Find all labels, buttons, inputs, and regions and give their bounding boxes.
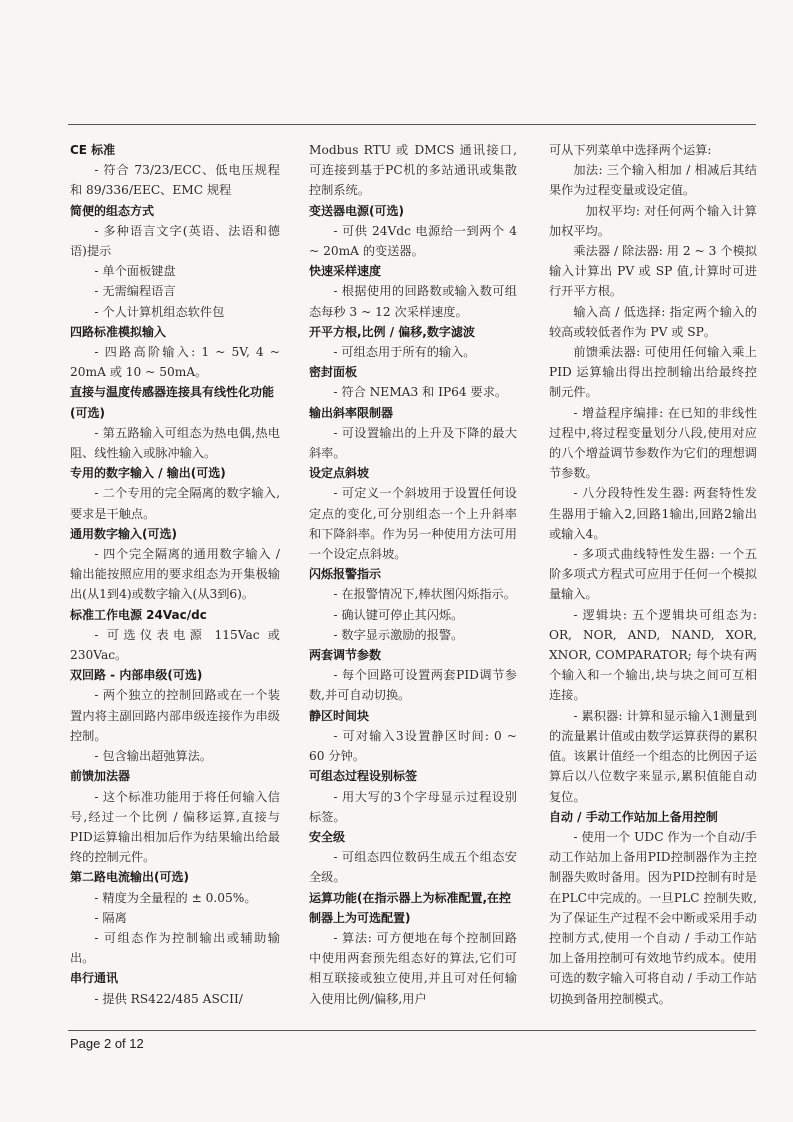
paragraph: 可从下列菜单中选择两个运算: <box>549 143 712 157</box>
paragraph: - 单个面板键盘 <box>94 264 176 279</box>
paragraph: 输入高 / 低选择: 指定两个输入的较高或较低者作为 PV 或 SP。 <box>549 304 757 339</box>
paragraph: 乘法器 / 除法器: 用 2 ~ 3 个模拟输入计算出 PV 或 SP 值,计算时可进行开平方根。 <box>549 244 757 299</box>
paragraph: - 提供 RS422/485 ASCII/ <box>94 991 243 1006</box>
paragraph: - 可组态用于所有的输入。 <box>333 345 476 360</box>
paragraph: - 四个完全隔离的通用数字输入 / 输出能按照应用的要求组态为开集极输出(从1到4)或数字输入(从3到6)。 <box>70 547 280 602</box>
paragraph: - 四路高阶输入: 1 ~ 5V, 4 ~ 20mA 或 10 ~ 50mA。 <box>70 345 280 380</box>
paragraph: - 在报警情况下,棒状图闪烁指示。 <box>333 587 516 602</box>
section-heading: 设定点斜坡 <box>309 466 370 481</box>
paragraph: - 这个标准功能用于将任何输入信号,经过一个比例 / 偏移运算,直接与PID运算输出相加后作为结果输出给最终的控制元件。 <box>70 789 280 865</box>
section-heading: 标准工作电源 24Vac/dc <box>70 607 207 622</box>
paragraph: - 使用一个 UDC 作为一个自动/手动工作站加上备用PID控制器作为主控制器失败时备用。因为PID控制有时是在PLC中完成的。一旦PLC 控制失败,为了保证生产过程不会中断或采用手动控制方式,使用一个自动 / 手动工作站加上备用控制可有效地节约成本。使用可选的数字输入可将自动 / 手动工作站切换到备用控制模式。 <box>549 829 757 1006</box>
paragraph: - 用大写的3个字母显示过程设别标签。 <box>309 789 517 824</box>
paragraph: - 每个回路可设置两套PID调节参数,并可自动切换。 <box>309 668 517 703</box>
paragraph: - 可组态四位数码生成五个组态安全级。 <box>309 850 517 885</box>
section-heading: 简便的组态方式 <box>70 203 155 218</box>
paragraph: - 精度为全量程的 ± 0.05%。 <box>94 890 257 905</box>
paragraph: - 多种语言文字(英语、法语和德语)提示 <box>70 223 280 259</box>
column-1 <box>70 140 280 1009</box>
paragraph: 加法: 三个输入相加 / 相减后其结果作为过程变量或设定值。 <box>549 163 757 198</box>
paragraph: - 无需编程语言 <box>94 284 176 299</box>
section-heading: 通用数字输入(可选) <box>70 526 177 541</box>
section-heading: 可组态过程设别标签 <box>309 769 418 784</box>
bottom-rule <box>68 1030 756 1031</box>
section-heading: 输出斜率限制器 <box>309 405 394 420</box>
paragraph: - 两个独立的控制回路或在一个装置内将主副回路内部串级连接作为串级控制。 <box>70 688 280 743</box>
section-heading: 双回路 - 内部串级(可选) <box>70 668 203 683</box>
paragraph: - 可对输入3设置静区时间: 0 ~ 60 分钟。 <box>309 728 517 764</box>
paragraph: - 增益程序编排: 在已知的非线性过程中,将过程变量划分八段,使用对应的八个增益调节参数作为它们的理想调节参数。 <box>549 405 757 481</box>
paragraph: - 个人计算机组态软件包 <box>94 304 225 319</box>
section-heading: 变送器电源(可选) <box>309 203 404 218</box>
paragraph: - 确认键可停止其闪烁。 <box>333 607 464 622</box>
paragraph: - 第五路输入可组态为热电偶,热电阻、线性输入或脉冲输入。 <box>70 425 280 461</box>
paragraph: - 符合 73/23/ECC、低电压规程和 89/336/EEC、EMC 规程 <box>70 163 280 198</box>
section-heading: 自动 / 手动工作站加上备用控制 <box>549 809 718 824</box>
paragraph: 前馈乘法器: 可使用任何输入乘上 PID 运算输出得出控制输出给最终控制元件。 <box>549 345 757 400</box>
top-rule <box>68 124 756 125</box>
section-heading: 快速采样速度 <box>309 264 382 279</box>
section-heading: 两套调节参数 <box>309 648 382 663</box>
section-heading: 闪烁报警指示 <box>309 567 382 582</box>
section-heading: 密封面板 <box>309 365 358 380</box>
paragraph: - 可组态作为控制输出或辅助输出。 <box>70 930 280 966</box>
paragraph: 加权平均: 对任何两个输入计算加权平均。 <box>549 203 757 238</box>
section-heading: 前馈加法器 <box>70 769 131 784</box>
paragraph: - 可定义一个斜坡用于设置任何设定点的变化,可分别组态一个上升斜率和下降斜率。作为另一种使用方法可用一个设定点斜坡。 <box>309 486 517 562</box>
section-heading: 静区时间块 <box>309 708 370 723</box>
section-heading: 串行通讯 <box>70 971 119 986</box>
section-heading: 四路标准模拟输入 <box>70 324 167 339</box>
paragraph: - 可设置输出的上升及下降的最大斜率。 <box>309 425 517 461</box>
paragraph: - 累积器: 计算和显示输入1测量到的流量累计值或由数学运算获得的累积值。该累计值经一个组态的比例因子运算后以八位数字来显示,累积值能自动复位。 <box>549 708 757 804</box>
section-heading: 专用的数字输入 / 输出(可选) <box>70 466 226 481</box>
paragraph: - 算法: 可方便地在每个控制回路中使用两套预先组态好的算法,它们可相互联接或独立使用,并且可对任何输入使用比例/偏移,用户 <box>309 930 517 1006</box>
column-2 <box>309 140 517 1009</box>
paragraph: - 可供 24Vdc 电源给一到两个 4 ~ 20mA 的变送器。 <box>309 223 517 259</box>
column-3 <box>549 140 757 1009</box>
section-heading: 第二路电流输出(可选) <box>70 870 189 885</box>
paragraph: - 二个专用的完全隔离的数字输入,要求是干触点。 <box>70 486 280 521</box>
page-number: Page 2 of 12 <box>70 1036 144 1051</box>
section-heading: 直接与温度传感器连接具有线性化功能(可选) <box>70 385 275 420</box>
paragraph: Modbus RTU 或 DMCS 通讯接口,可连接到基于PC机的多站通讯或集散控制系统。 <box>309 143 517 198</box>
section-heading: 开平方根,比例 / 偏移,数字滤波 <box>309 324 475 339</box>
paragraph: - 逻辑块: 五个逻辑块可组态为: OR, NOR, AND, NAND, XOR, XNOR, COMPARATOR; 每个块有两个输入和一个输出,块与块之间可互相连接。 <box>549 607 757 703</box>
paragraph: - 包含输出超弛算法。 <box>94 749 213 764</box>
paragraph: - 多项式曲线特性发生器: 一个五阶多项式方程式可应用于任何一个模拟量输入。 <box>549 547 757 602</box>
section-heading: CE 标准 <box>70 143 116 157</box>
paragraph: - 根据使用的回路数或输入数可组态每秒 3 ~ 12 次采样速度。 <box>309 284 517 319</box>
paragraph: - 数字显示激励的报警。 <box>333 627 464 642</box>
paragraph: - 隔离 <box>94 910 127 925</box>
paragraph: - 可选仪表电源 115Vac 或 230Vac。 <box>70 627 280 663</box>
paragraph: - 八分段特性发生器: 两套特性发生器用于输入2,回路1输出,回路2输出或输入4。 <box>549 486 757 541</box>
section-heading: 安全级 <box>309 829 346 844</box>
section-heading: 运算功能(在指示器上为标准配置,在控制器上为可选配置) <box>309 890 512 925</box>
paragraph: - 符合 NEMA3 和 IP64 要求。 <box>333 385 508 400</box>
